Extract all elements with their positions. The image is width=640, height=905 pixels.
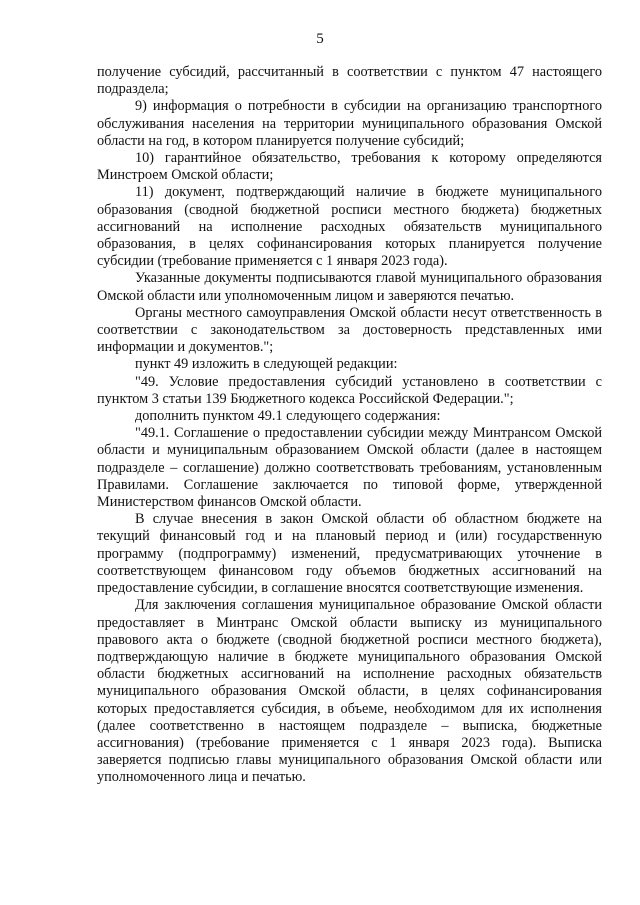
paragraph: Указанные документы подписываются главой муниципального образования Омской области или уполномоченным лицом и заверяются печатью.: [97, 270, 602, 304]
paragraph: получение субсидий, рассчитанный в соответствии с пунктом 47 настоящего подраздела;: [97, 64, 602, 98]
paragraph: "49. Условие предоставления субсидий установлено в соответствии с пунктом 3 статьи 139 Бюджетного кодекса Российской Федерации.";: [97, 373, 602, 407]
document-body: [97, 64, 602, 787]
paragraph: В случае внесения в закон Омской области об областном бюджете на текущий финансовый год и на плановый период и (или) государственную программу (подпрограмму) изменений, предусматривающих уточнение в соответствующем финансовом году объемов бюджетных ассигнований на предоставление субсидии, в соглашение вносятся соответствующие изменения.: [97, 511, 602, 597]
paragraph: 10) гарантийное обязательство, требования к которому определяются Минстроем Омской области;: [97, 150, 602, 184]
paragraph: Для заключения соглашения муниципальное образование Омской области предоставляет в Минтранс Омской области выписку из муниципального правового акта о бюджете (сводной бюджетной росписи местного бюджета), подтверждающую наличие в бюджете муниципального образования Омской области бюджетных ассигнований на исполнение расходных обязательств муниципального образования Омской области, в целях софинансирования которых предоставляется субсидия, в объеме, необходимом для их исполнения (далее соответственно в настоящем подразделе – выписка, бюджетные ассигнования) (требование применяется с 1 января 2023 года). Выписка заверяется подписью главы муниципального образования Омской области или уполномоченного лица и печатью.: [97, 597, 602, 786]
paragraph: пункт 49 изложить в следующей редакции:: [135, 356, 398, 373]
paragraph: "49.1. Соглашение о предоставлении субсидии между Минтрансом Омской области и муниципальным образованием Омской области (далее в настоящем подразделе – соглашение) должно соответствовать требованиям, установленным Правилами. Соглашение заключается по типовой форме, утвержденной Министерством финансов Омской области.: [97, 425, 602, 511]
paragraph: Органы местного самоуправления Омской области несут ответственность в соответствии с законодательством за достоверность представленных ими информации и документов.";: [97, 304, 602, 356]
paragraph: дополнить пунктом 49.1 следующего содержания:: [135, 408, 441, 425]
paragraph: 11) документ, подтверждающий наличие в бюджете муниципального образования (сводной бюджетной росписи местного бюджета) бюджетных ассигнований на исполнение расходных обязательств муниципального образования, в целях софинансирования которых планируется получение субсидии (требование применяется с 1 января 2023 года).: [97, 184, 602, 270]
page-number: 5: [316, 31, 324, 47]
paragraph: 9) информация о потребности в субсидии на организацию транспортного обслуживания населения на территории муниципального образования Омской области на год, в котором планируется получение субсидий;: [97, 98, 602, 149]
